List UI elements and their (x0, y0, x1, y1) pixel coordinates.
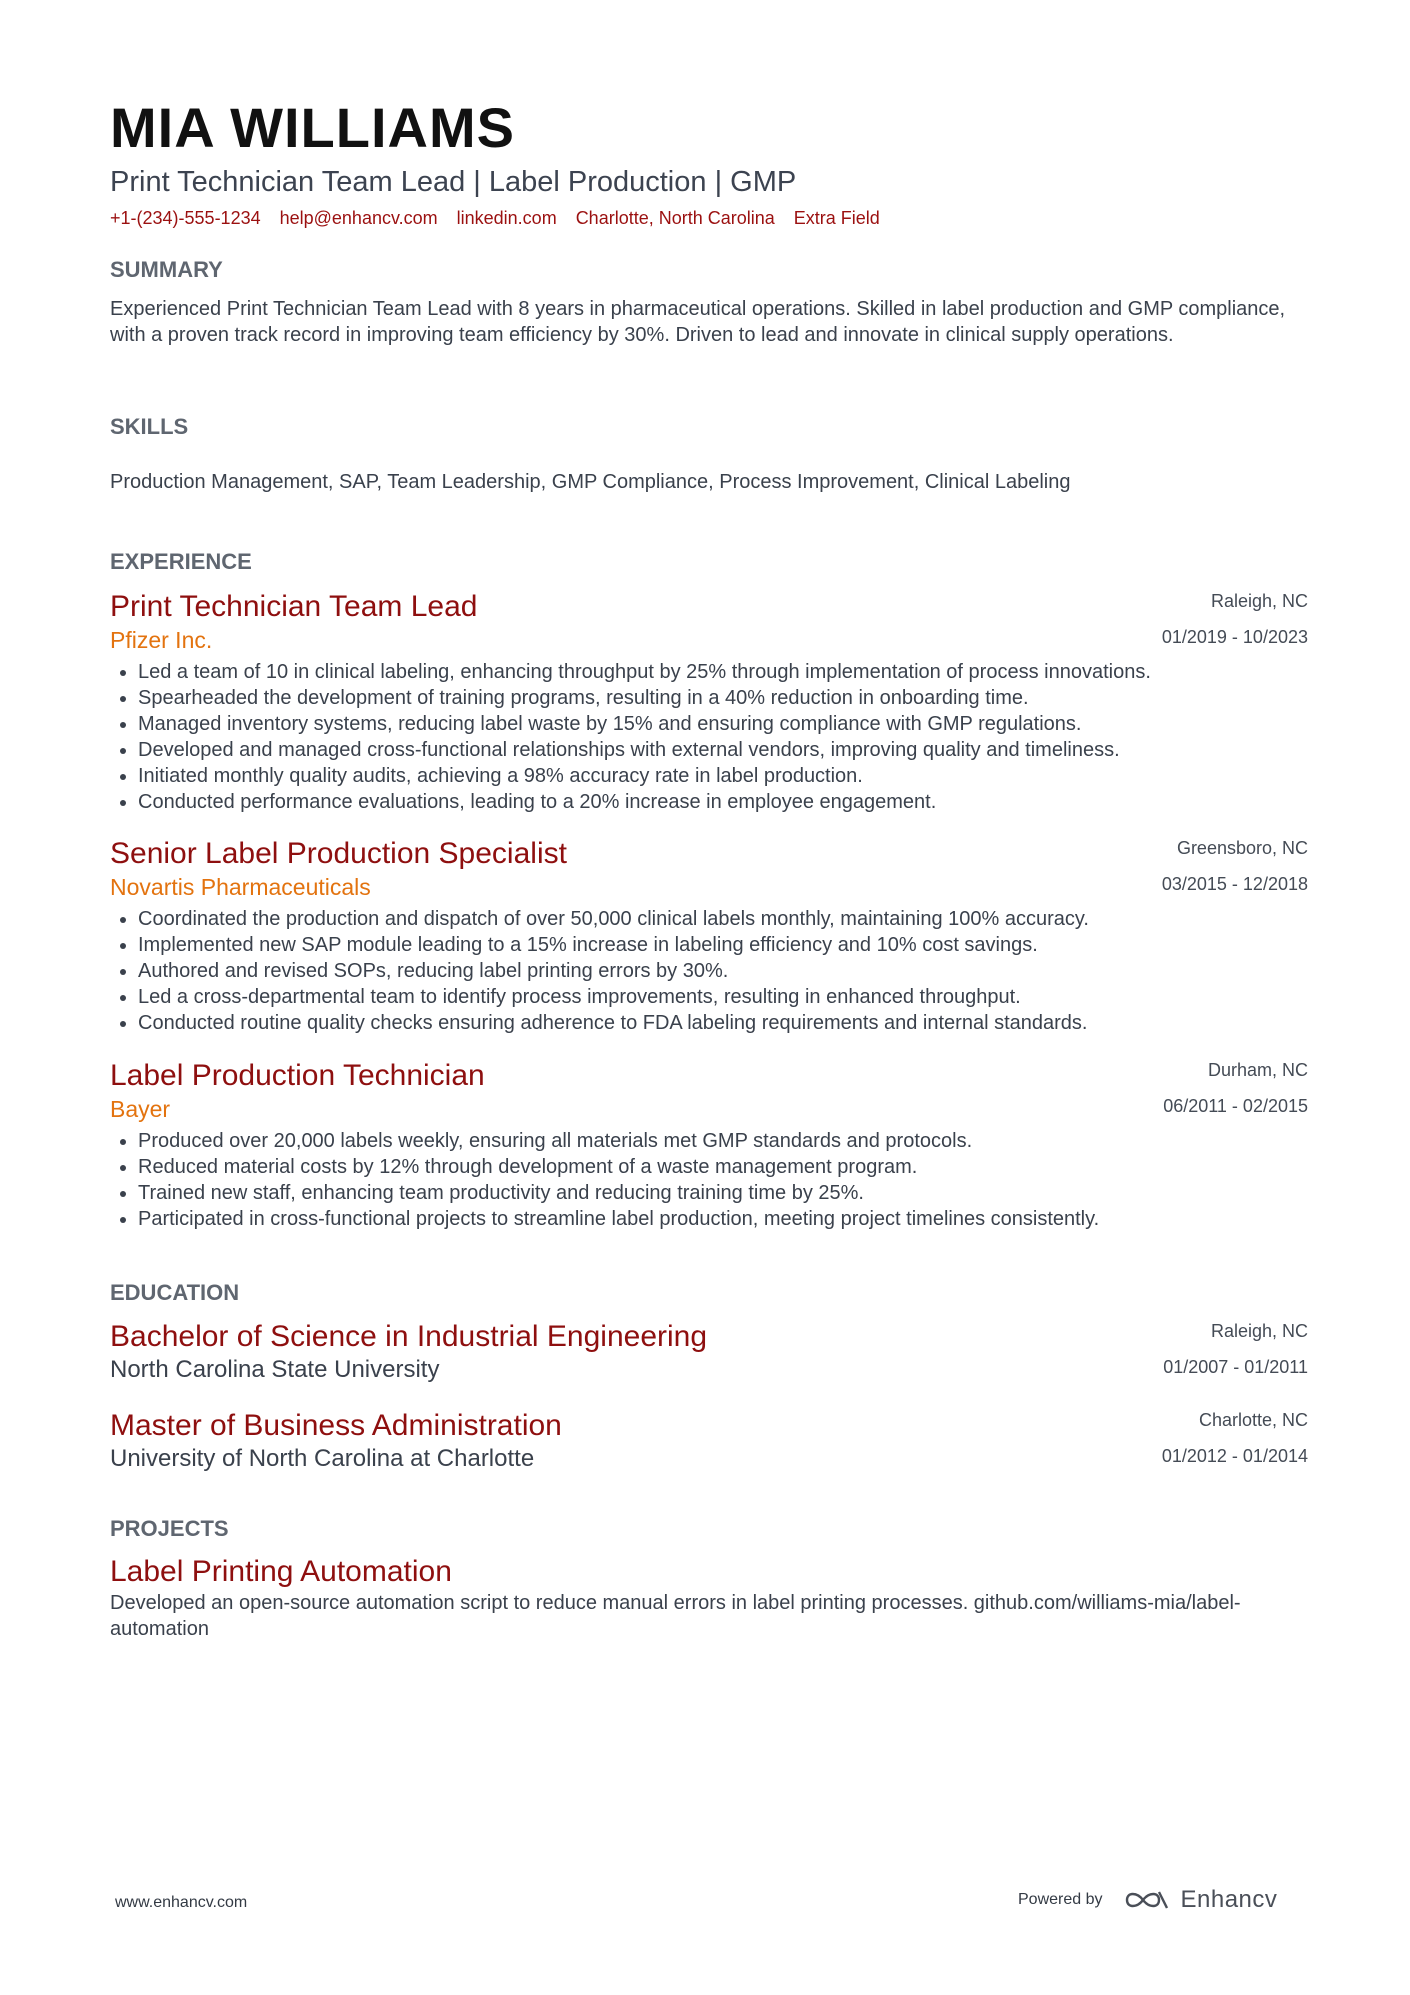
job-location: Durham, NC (1207, 1060, 1308, 1080)
bullet-item: • Managed inventory systems, reducing label waste by 15% and ensuring compliance with GMP regulations. (138, 711, 1308, 737)
experience-entry (110, 589, 1308, 815)
contact-phone[interactable]: +1-(234)-555-1234 (110, 208, 261, 228)
experience-entry (110, 836, 1308, 1036)
bullet-item: • Produced over 20,000 labels weekly, ensuring all materials met GMP standards and protocols. (138, 1128, 1308, 1154)
experience-title: EXPERIENCE (110, 549, 252, 574)
candidate-name: MIA WILLIAMS (110, 96, 515, 159)
education-section (110, 1279, 1308, 1307)
job-bullets (110, 659, 1308, 815)
company-name: Pfizer Inc. (110, 627, 213, 653)
education-location: Charlotte, NC (1198, 1410, 1308, 1430)
enhancv-logo-text: Enhancv (1180, 1886, 1278, 1913)
job-bullets (110, 1128, 1308, 1232)
skills-title: SKILLS (110, 414, 189, 439)
bullet-item: • Conducted performance evaluations, leading to a 20% increase in employee engagement. (138, 789, 1308, 815)
bullet-item: • Reduced material costs by 12% through development of a waste management program. (138, 1154, 1308, 1180)
powered-by-label: Powered by (1018, 1891, 1103, 1908)
job-dates: 01/2019 - 10/2023 (1161, 627, 1308, 647)
contact-linkedin[interactable]: linkedin.com (456, 208, 557, 228)
job-bullets (110, 906, 1308, 1036)
resume-header (110, 96, 1308, 230)
contact-email[interactable]: help@enhancv.com (279, 208, 438, 228)
job-location: Raleigh, NC (1210, 591, 1308, 611)
job-title: Label Production Technician (110, 1059, 485, 1092)
school-name: University of North Carolina at Charlotte (110, 1445, 535, 1472)
education-location: Raleigh, NC (1210, 1321, 1308, 1341)
bullet-item: • Coordinated the production and dispatch of over 50,000 clinical labels monthly, maintaining 100% accuracy. (138, 906, 1308, 932)
bullet-item: • Developed and managed cross-functional relationships with external vendors, improving quality and timeliness. (138, 737, 1308, 763)
contact-list (110, 206, 1308, 230)
skills-text: Production Management, SAP, Team Leadership, GMP Compliance, Process Improvement, Clinical Labeling (110, 471, 1071, 493)
experience-section (110, 548, 1308, 576)
footer-website[interactable]: www.enhancv.com (115, 1894, 248, 1911)
company-name: Novartis Pharmaceuticals (110, 874, 371, 900)
project-description: Developed an open-source automation script to reduce manual errors in label printing processes. github.com/williams-mia/label-automation (110, 1592, 1241, 1640)
contact-location: Charlotte, North Carolina (575, 208, 775, 228)
job-dates: 03/2015 - 12/2018 (1161, 874, 1308, 894)
degree-title: Master of Business Administration (110, 1409, 562, 1442)
footer-branding (1018, 1886, 1277, 1914)
enhancv-logo-icon (1123, 1887, 1171, 1913)
experience-entry (110, 1058, 1308, 1232)
job-dates: 06/2011 - 02/2015 (1163, 1096, 1308, 1116)
school-name: North Carolina State University (110, 1356, 440, 1383)
job-title: Senior Label Production Specialist (110, 837, 567, 870)
education-entry (110, 1319, 1308, 1385)
project-entry (110, 1554, 1308, 1642)
projects-section (110, 1515, 1308, 1543)
summary-title: SUMMARY (110, 257, 223, 282)
summary-section (110, 256, 1308, 348)
degree-title: Bachelor of Science in Industrial Engineering (110, 1320, 708, 1353)
bullet-item: • Initiated monthly quality audits, achieving a 98% accuracy rate in label production. (138, 763, 1308, 789)
projects-title: PROJECTS (110, 1516, 229, 1541)
bullet-item: • Led a team of 10 in clinical labeling, enhancing throughput by 25% through implementation of process innovations. (138, 659, 1308, 685)
skills-section (110, 413, 1308, 495)
bullet-item: • Conducted routine quality checks ensuring adherence to FDA labeling requirements and internal standards. (138, 1010, 1308, 1036)
bullet-item: • Participated in cross-functional projects to streamline label production, meeting project timelines consistently. (138, 1206, 1308, 1232)
education-dates: 01/2007 - 01/2011 (1163, 1357, 1308, 1377)
company-name: Bayer (110, 1096, 171, 1122)
enhancv-logo[interactable] (1123, 1886, 1278, 1914)
education-dates: 01/2012 - 01/2014 (1161, 1446, 1308, 1466)
bullet-item: • Authored and revised SOPs, reducing label printing errors by 30%. (138, 958, 1308, 984)
summary-text: Experienced Print Technician Team Lead with 8 years in pharmaceutical operations. Skilled in label production and GMP compliance, with a proven track record in improving team efficiency by 30%. Driven to lead and innovate in clinical supply operations. (110, 298, 1286, 346)
candidate-headline: Print Technician Team Lead | Label Production | GMP (110, 166, 797, 198)
bullet-item: • Led a cross-departmental team to identify process improvements, resulting in enhanced throughput. (138, 984, 1308, 1010)
contact-extra-field: Extra Field (793, 208, 880, 228)
bullet-item: • Spearheaded the development of training programs, resulting in a 40% reduction in onboarding time. (138, 685, 1308, 711)
resume-page (110, 96, 1308, 1640)
education-title: EDUCATION (110, 1280, 240, 1305)
job-title: Print Technician Team Lead (110, 590, 478, 623)
bullet-item: • Implemented new SAP module leading to a 15% increase in labeling efficiency and 10% cost savings. (138, 932, 1308, 958)
job-location: Greensboro, NC (1176, 838, 1308, 858)
education-entry (110, 1408, 1308, 1474)
bullet-item: • Trained new staff, enhancing team productivity and reducing training time by 25%. (138, 1180, 1308, 1206)
project-name: Label Printing Automation (110, 1555, 452, 1588)
